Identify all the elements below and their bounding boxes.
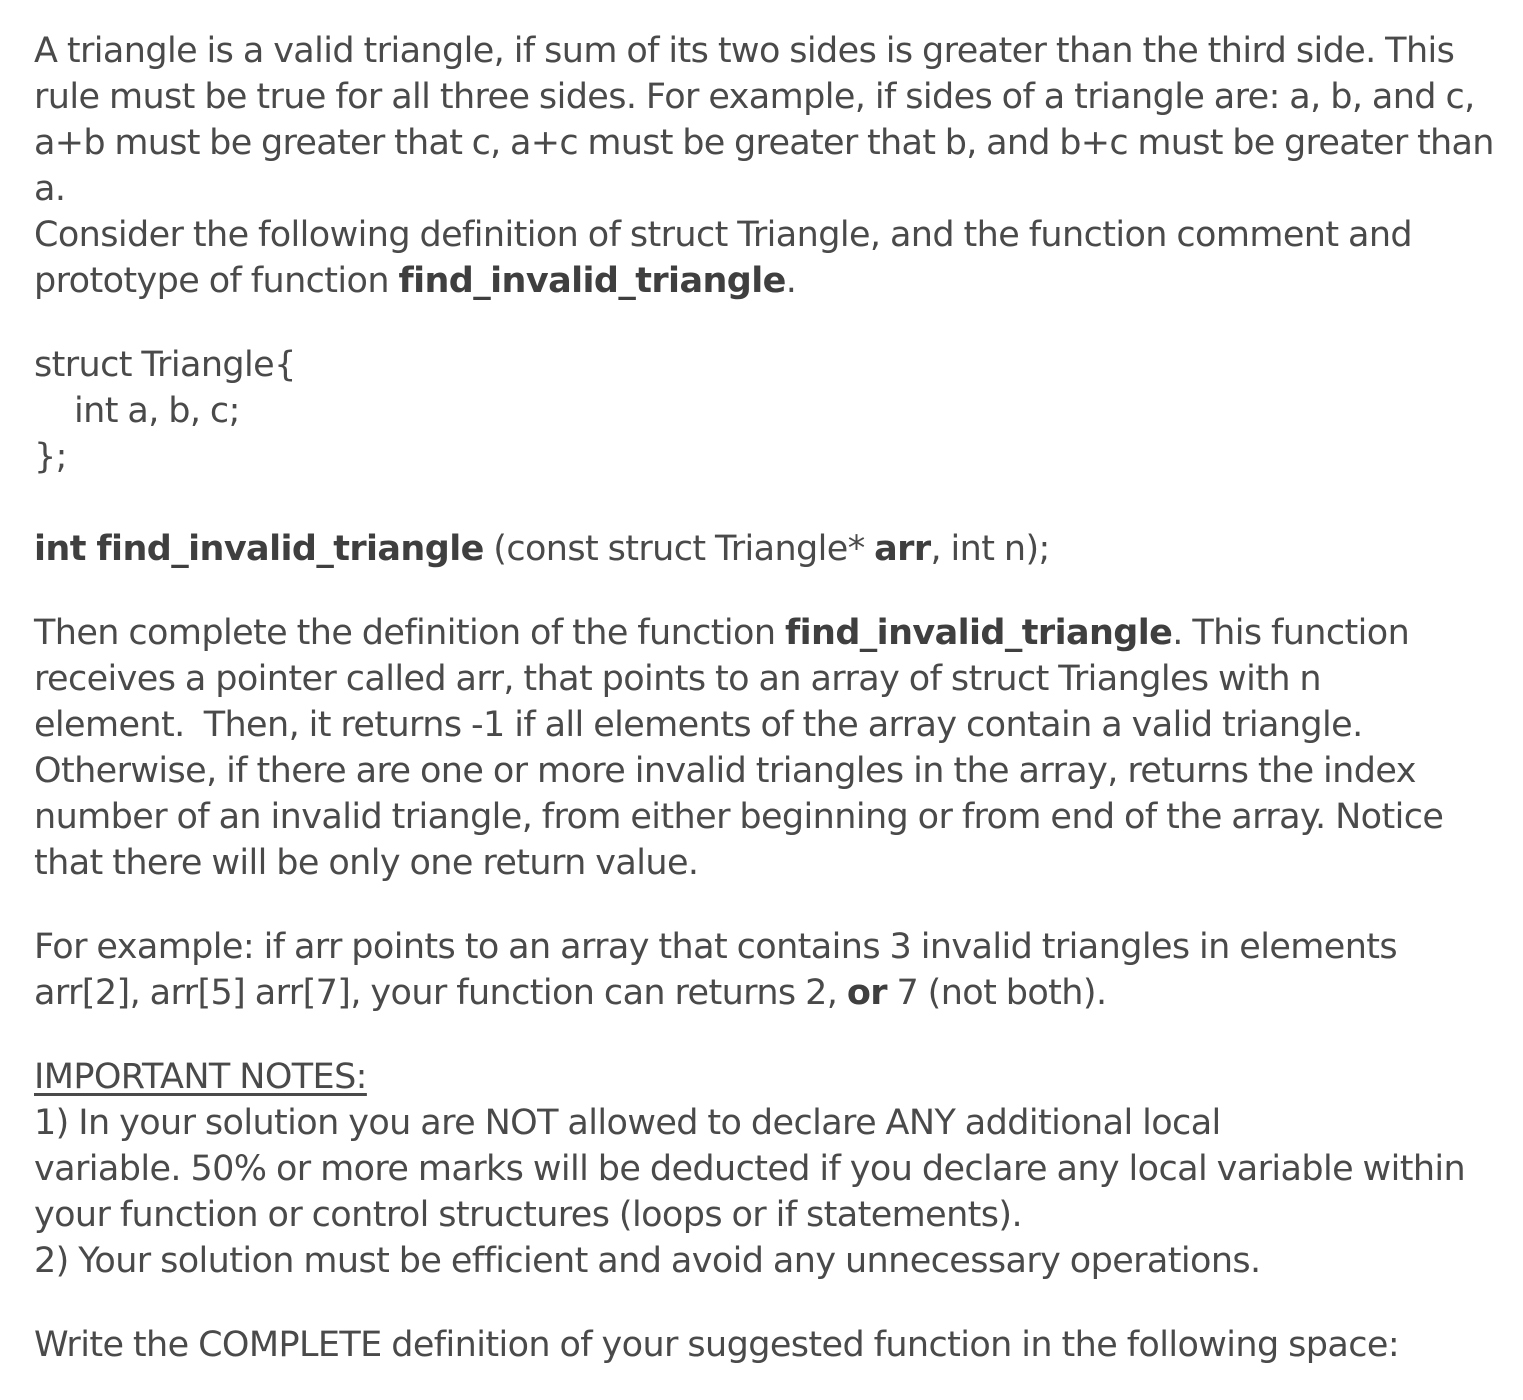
- note-2: 2) Your solution must be efficient and avoid any unnecessary operations.: [34, 1241, 1261, 1281]
- intro-line-5: Consider the following definition of struct Triangle, and the function comment and: [34, 215, 1413, 255]
- code-struct-member: int a, b, c;: [74, 391, 240, 431]
- example-line-2: [34, 970, 1106, 1016]
- note-1-line-3: your function or control structures (loops or if statements).: [34, 1195, 1022, 1235]
- prototype-name: int find_invalid_triangle: [34, 529, 484, 569]
- note-1-line-2: variable. 50% or more marks will be deducted if you declare any local variable within: [34, 1149, 1466, 1189]
- task-line-5: number of an invalid triangle, from either beginning or from end of the array. Notice: [34, 797, 1444, 837]
- note-1-line-1: 1) In your solution you are NOT allowed to declare ANY additional local: [34, 1103, 1221, 1143]
- task-line-2: receives a pointer called arr, that points to an array of struct Triangles with n: [34, 659, 1322, 699]
- code-struct-open: struct Triangle{: [34, 345, 296, 385]
- task-line-3: element. Then, it returns -1 if all elements of the array contain a valid triangle.: [34, 705, 1363, 745]
- function-name-bold: find_invalid_triangle: [398, 261, 786, 301]
- task-line-1: [34, 610, 1409, 656]
- intro-line-6-text: prototype of function: [34, 261, 399, 301]
- example-or-bold: or: [846, 973, 887, 1013]
- closing-instruction: Write the COMPLETE definition of your suggested function in the following space:: [34, 1325, 1400, 1365]
- task-line-6: that there will be only one return value.: [34, 843, 699, 883]
- intro-line-6-end: .: [785, 261, 797, 301]
- function-prototype: [34, 526, 1050, 572]
- intro-line-3: a+b must be greater that c, a+c must be greater that b, and b+c must be greater than: [34, 123, 1494, 163]
- example-line-1: For example: if arr points to an array that contains 3 invalid triangles in elements: [34, 927, 1398, 967]
- prototype-end: , int n);: [930, 529, 1050, 569]
- notes-heading: IMPORTANT NOTES:: [34, 1057, 367, 1097]
- task-function-name: find_invalid_triangle: [784, 613, 1173, 653]
- example-line-2-end: 7 (not both).: [886, 973, 1107, 1013]
- task-line-4: Otherwise, if there are one or more invalid triangles in the array, returns the index: [34, 751, 1416, 791]
- prototype-arr: arr: [874, 529, 931, 569]
- intro-line-4: a.: [34, 169, 66, 209]
- code-struct-close: };: [34, 437, 67, 477]
- intro-line-6: [34, 258, 796, 304]
- intro-line-2: rule must be true for all three sides. For example, if sides of a triangle are: a, b, and c,: [34, 77, 1475, 117]
- task-line-1-end: . This function: [1172, 613, 1410, 653]
- task-line-1-text: Then complete the definition of the function: [34, 613, 785, 653]
- example-line-2-text: arr[2], arr[5] arr[7], your function can returns 2,: [34, 973, 847, 1013]
- prototype-params: (const struct Triangle*: [483, 529, 875, 569]
- intro-line-1: A triangle is a valid triangle, if sum of its two sides is greater than the third side. This: [34, 31, 1455, 71]
